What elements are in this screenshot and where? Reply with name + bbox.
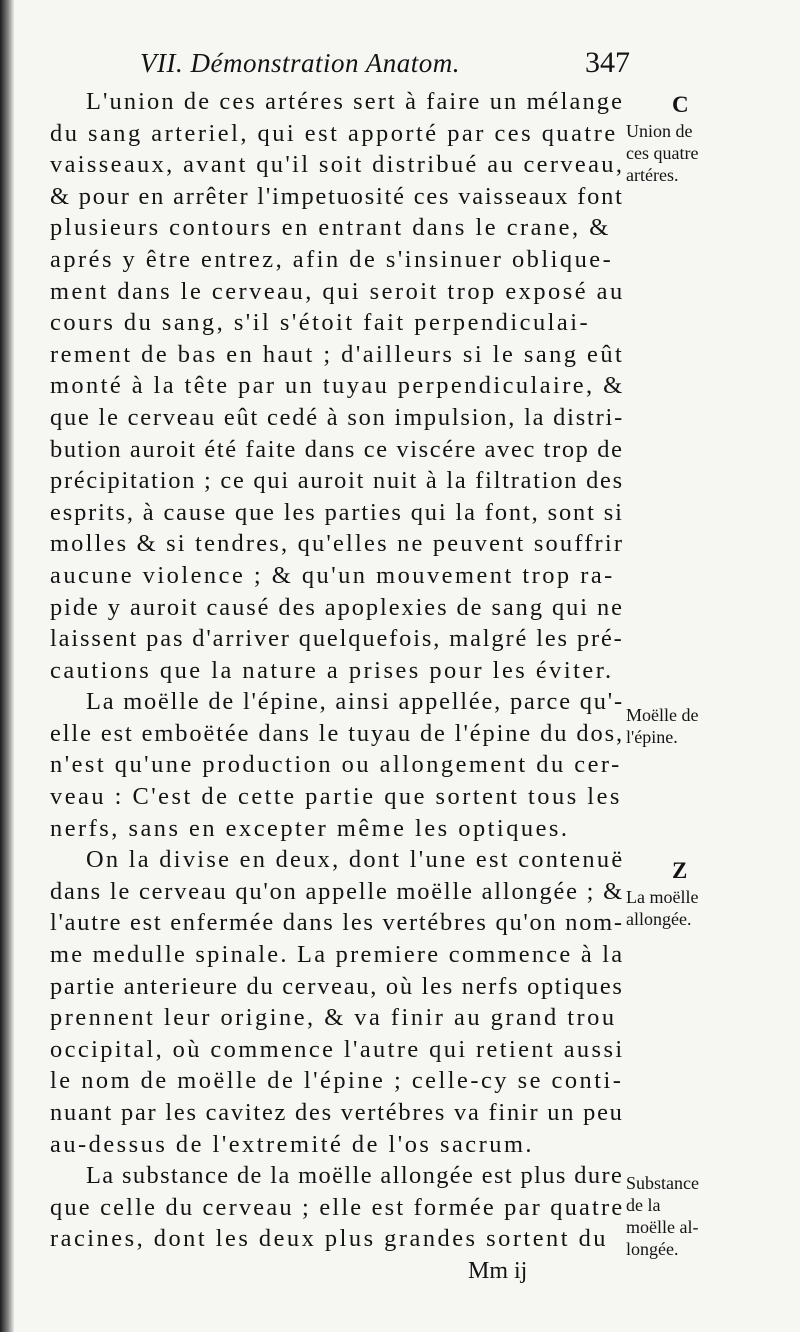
paragraph-moelle-epine — [50, 686, 622, 844]
page-header — [140, 46, 630, 90]
margin-notes — [626, 0, 796, 1332]
text-line: veau : C'est de cette partie que sortent tous les — [50, 783, 622, 811]
text-line: nerfs, sans en excepter même les optiques. — [50, 814, 570, 842]
margin-note-line: l'épine. — [626, 727, 678, 747]
text-line: La moëlle de l'épine, ainsi appellée, parce qu'- — [86, 688, 624, 716]
text-line: bution auroit été faite dans ce viscére avec trop de — [50, 435, 624, 463]
text-line: cours du sang, s'il s'étoit fait perpendiculai- — [50, 309, 591, 337]
text-line: l'autre est enfermée dans les vertébres qu'on nom- — [50, 909, 624, 937]
margin-note-line: longée. — [626, 1239, 679, 1259]
text-line: précipitation ; ce qui auroit nuit à la filtration des — [50, 467, 624, 495]
text-line: On la divise en deux, dont l'une est contenuë — [86, 846, 625, 874]
text-line: vaisseaux, avant qu'il soit distribué au cerveau, — [50, 151, 625, 179]
text-line: me medulle spinale. La premiere commence à la — [50, 941, 625, 969]
text-line: monté à la tête par un tuyau perpendiculaire, & — [50, 372, 625, 400]
margin-note-line: Union de — [626, 121, 693, 141]
margin-note-moelle-epine — [626, 704, 792, 748]
text-line: occipital, où commence l'autre qui retient aussi — [50, 1035, 625, 1063]
catchword: Mm ij — [468, 1258, 528, 1284]
margin-note-line: ces quatre — [626, 143, 699, 163]
text-line: du sang arteriel, qui est apporté par ces quatre — [50, 119, 618, 147]
text-line: dans le cerveau qu'on appelle moëlle allongée ; & — [50, 877, 624, 905]
page-gutter-shadow — [0, 0, 14, 1332]
text-line: La substance de la moëlle allongée est plus dure — [86, 1162, 624, 1190]
text-line: molles & si tendres, qu'elles ne peuvent souffrir — [50, 530, 625, 558]
text-line: n'est qu'une production ou allongement du cer- — [50, 751, 622, 779]
text-line: que le cerveau eût cedé à son impulsion, la distri- — [50, 403, 625, 431]
margin-note-line: moëlle al- — [626, 1217, 699, 1237]
text-line: au-dessus de l'extremité de l'os sacrum. — [50, 1130, 535, 1158]
margin-letter-z: Z — [672, 858, 688, 883]
text-line: ment dans le cerveau, qui seroit trop exposé au — [50, 277, 625, 305]
text-line: L'union de ces artéres sert à faire un mélange — [86, 88, 625, 115]
margin-note-substance — [626, 1172, 792, 1260]
text-line: rement de bas en haut ; d'ailleurs si le sang eût — [50, 340, 625, 368]
text-line: partie anterieure du cerveau, où les nerfs optiques — [50, 972, 624, 1000]
text-line: racines, dont les deux plus grandes sortent du — [50, 1225, 608, 1253]
margin-note-line: La moëlle — [626, 887, 699, 907]
margin-note-line: Substance — [626, 1173, 699, 1193]
text-line: pide y auroit causé des apoplexies de sang qui ne — [50, 593, 624, 621]
text-line: laissent pas d'arriver quelquefois, malgré les pré- — [50, 625, 624, 653]
running-title: VII. Démonstration Anatom. — [140, 48, 460, 78]
margin-note-line: allongée. — [626, 909, 692, 929]
margin-letter-c: C — [672, 92, 689, 117]
margin-note-line: Moëlle de — [626, 705, 699, 725]
text-line: cautions que la nature a prises pour les éviter. — [50, 656, 614, 684]
text-line: le nom de moëlle de l'épine ; celle-cy se conti- — [50, 1067, 624, 1095]
margin-note-union — [626, 120, 792, 186]
paragraph-union-arteres — [50, 86, 625, 686]
text-line: que celle du cerveau ; elle est formée par quatre — [50, 1193, 625, 1221]
main-text — [50, 86, 625, 1255]
margin-note-line: de la — [626, 1195, 661, 1215]
text-line: plusieurs contours en entrant dans le crane, & — [50, 214, 611, 242]
paragraph-substance — [50, 1160, 625, 1255]
text-line: elle est emboëtée dans le tuyau de l'épine du dos, — [50, 719, 624, 747]
text-line: prennent leur origine, & va finir au grand trou — [50, 1004, 617, 1032]
text-line: esprits, à cause que les parties qui la font, sont si — [50, 498, 624, 526]
margin-note-line: artéres. — [626, 165, 679, 185]
text-line: & pour en arrêter l'impetuosité ces vaisseaux font — [50, 182, 624, 210]
page-number: 347 — [585, 46, 630, 79]
text-line: aucune violence ; & qu'un mouvement trop ra- — [50, 561, 615, 589]
text-line: aprés y être entrez, afin de s'insinuer oblique- — [50, 245, 614, 273]
text-line: nuant par les cavitez des vertébres va finir un peu — [50, 1099, 624, 1126]
margin-note-moelle-allongee — [626, 886, 792, 930]
paragraph-division — [50, 844, 625, 1160]
